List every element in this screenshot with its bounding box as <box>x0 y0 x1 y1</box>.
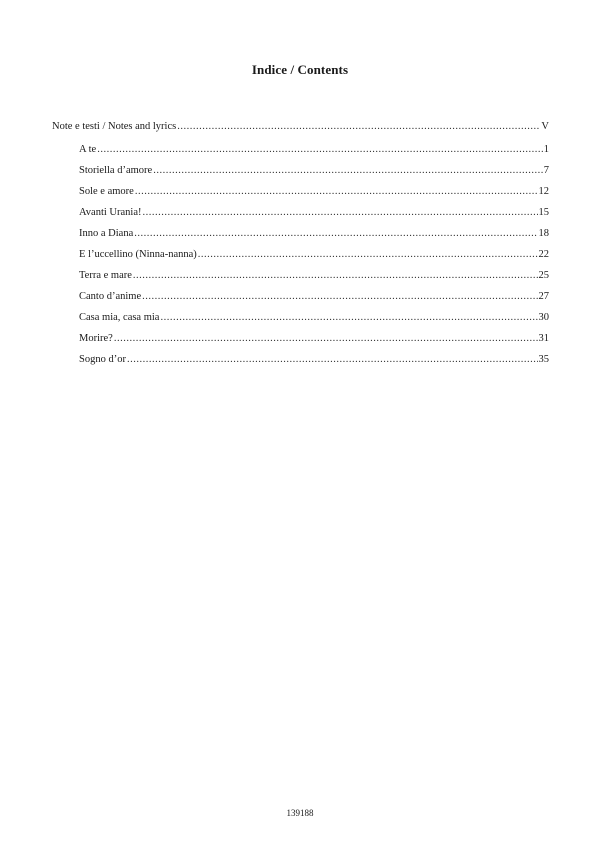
dot-leader <box>142 291 537 302</box>
dot-leader <box>114 333 538 344</box>
toc-entry-label: Note e testi / Notes and lyrics <box>52 121 177 132</box>
toc-entry-page: 27 <box>538 291 549 302</box>
dot-leader <box>198 249 538 260</box>
dot-leader <box>135 186 538 197</box>
toc-entry-page: 22 <box>538 249 549 260</box>
toc-entry-page: 35 <box>538 354 549 365</box>
dot-leader <box>153 165 543 176</box>
toc-entry-page: 31 <box>538 333 549 344</box>
dot-leader <box>97 144 543 155</box>
dot-leader <box>127 354 538 365</box>
toc-entry <box>52 207 549 228</box>
toc-entry <box>52 312 549 333</box>
dot-leader <box>177 121 540 132</box>
toc-entry-label: E l’uccellino (Ninna-nanna) <box>79 249 197 260</box>
dot-leader <box>133 270 538 281</box>
toc-entry-label: Sogno d’or <box>79 354 126 365</box>
toc-entry <box>52 165 549 186</box>
toc-entry-label: Canto d’anime <box>79 291 142 302</box>
catalog-number: 139188 <box>286 808 314 818</box>
toc-entry <box>52 354 549 375</box>
toc-entry-page: 18 <box>538 228 549 239</box>
toc-entry-page: 1 <box>543 144 549 155</box>
toc-entry <box>52 270 549 291</box>
toc-entry-page: 15 <box>538 207 549 218</box>
page-title: Indice / Contents <box>251 62 349 77</box>
toc-entry <box>52 291 549 312</box>
table-of-contents <box>52 121 549 375</box>
toc-entry-label: Terra e mare <box>79 270 132 281</box>
toc-entry-label: Inno a Diana <box>79 228 134 239</box>
toc-entry-label: Casa mia, casa mia <box>79 312 160 323</box>
toc-entry <box>52 228 549 249</box>
toc-entry-page: 12 <box>538 186 549 197</box>
toc-entry <box>52 144 549 165</box>
dot-leader <box>134 228 537 239</box>
dot-leader <box>160 312 537 323</box>
toc-entry <box>52 186 549 207</box>
toc-entry-label: Storiella d’amore <box>79 165 153 176</box>
toc-entry-page: 7 <box>543 165 549 176</box>
toc-entry-notes <box>52 121 549 144</box>
toc-entry <box>52 249 549 270</box>
toc-entry <box>52 333 549 354</box>
toc-entry-label: Sole e amore <box>79 186 134 197</box>
toc-entry-label: Morire? <box>79 333 113 344</box>
dot-leader <box>143 207 538 218</box>
toc-entry-label: A te <box>79 144 97 155</box>
toc-entry-page: 30 <box>538 312 549 323</box>
toc-entry-page: 25 <box>538 270 549 281</box>
toc-entry-page: V <box>541 121 549 132</box>
toc-entry-label: Avanti Urania! <box>79 207 142 218</box>
